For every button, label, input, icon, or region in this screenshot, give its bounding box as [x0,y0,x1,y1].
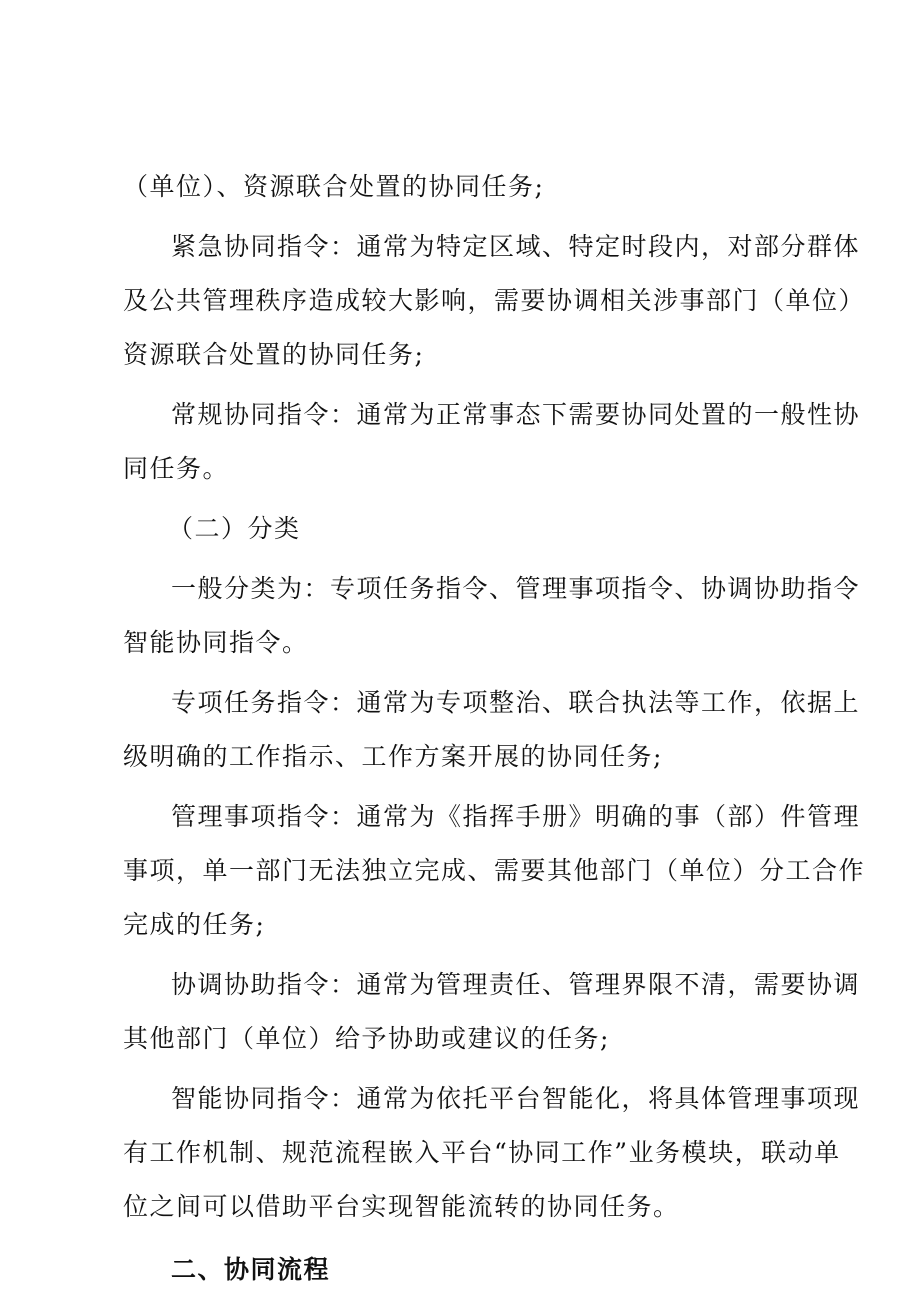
text-line: 管理事项指令：通常为《指挥手册》明确的事（部）件管理 [171,802,861,831]
paragraph-management-directive [123,790,866,952]
paragraph-emergency-directive [123,220,866,382]
text-line: （单位）、资源联合处置的协同任务; [123,172,545,201]
text-line: 常规协同指令：通常为正常事态下需要协同处置的一般性协 [171,400,861,429]
paragraph-general-classification [123,562,861,670]
text-line: 及公共管理秩序造成较大影响，需要协调相关涉事部门（单位） [123,286,866,315]
text-line: 智能协同指令。 [123,628,309,657]
text-line: 完成的任务; [123,910,266,939]
text-line: 有工作机制、规范流程嵌入平台“协同工作”业务模块，联动单 [123,1138,841,1167]
text-line: 事项，单一部门无法独立完成、需要其他部门（单位）分工合作 [123,856,866,885]
text-line: 级明确的工作指示、工作方案开展的协同任务; [123,742,663,771]
text-line: 资源联合处置的协同任务; [123,340,425,369]
paragraph-smart-directive [123,1072,861,1234]
document-page [123,160,866,1300]
text-line: 专项任务指令：通常为专项整治、联合执法等工作，依据上 [171,688,861,717]
text-line: 协调协助指令：通常为管理责任、管理界限不清，需要协调 [171,970,861,999]
heading-text: 二、协同流程 [171,1255,331,1284]
text-line: 紧急协同指令：通常为特定区域、特定时段内，对部分群体 [171,232,861,261]
paragraph-coordination-directive [123,958,861,1066]
paragraph-routine-directive [123,388,861,496]
heading-text: （二）分类 [168,514,301,543]
text-line: 同任务。 [123,454,230,483]
text-line: 一般分类为：专项任务指令、管理事项指令、协调协助指令 [171,574,861,603]
text-line: 位之间可以借助平台实现智能流转的协同任务。 [123,1192,680,1221]
text-line: 其他部门（单位）给予协助或建议的任务; [123,1024,610,1053]
paragraph-continuation [123,160,813,214]
section-heading-workflow [123,1240,813,1300]
paragraph-special-task-directive [123,676,861,784]
text-line: 智能协同指令：通常为依托平台智能化，将具体管理事项现 [171,1084,861,1113]
section-heading-classification [123,502,813,556]
